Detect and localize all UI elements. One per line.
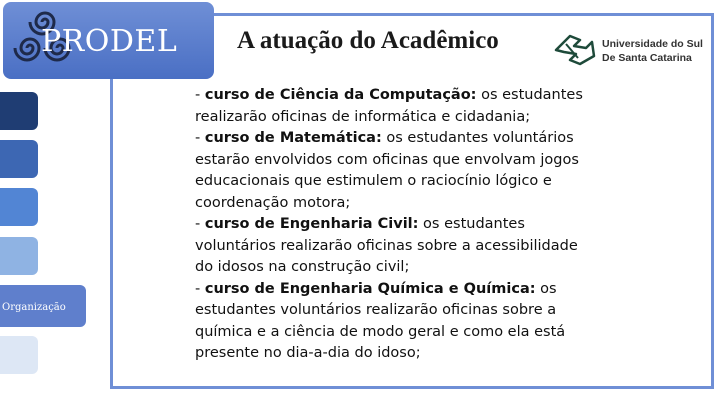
university-name-line1: Universidade do Sul: [602, 38, 703, 50]
content-body: [195, 85, 600, 365]
content-item: - curso de Engenharia Civil: os estudantes voluntários realizarão oficinas sobre a acessibilidade do idosos na construção civil;: [195, 216, 578, 275]
content-item: - curso de Matemática: os estudantes voluntários estarão envolvidos com oficinas que envolvam jogos educacionais que estimulem o raciocínio lógico e coordenação motora;: [195, 130, 579, 211]
logo-title: PRODEL: [41, 24, 178, 59]
sidebar-tab-4[interactable]: [0, 237, 38, 275]
unisul-icon: [552, 30, 598, 70]
prodel-logo: [3, 2, 214, 79]
sidebar-tab-6[interactable]: [0, 336, 38, 374]
page-title: A atuação do Acadêmico: [237, 27, 499, 54]
content-item: - curso de Ciência da Computação: os estudantes realizarão oficinas de informática e cidadania;: [195, 87, 583, 125]
content-item: - curso de Engenharia Química e Química: os estudantes voluntários realizarão oficinas sobre a química e a ciência de modo geral e como ela está presente no dia-a-dia do idoso;: [195, 280, 566, 361]
sidebar-tab-1[interactable]: [0, 92, 38, 130]
sidebar-tab-2[interactable]: [0, 140, 38, 178]
university-name-line2: De Santa Catarina: [602, 52, 692, 64]
sidebar-tab-3[interactable]: [0, 188, 38, 226]
university-logo: [552, 30, 720, 70]
sidebar-tab-label: Organização: [2, 302, 66, 313]
